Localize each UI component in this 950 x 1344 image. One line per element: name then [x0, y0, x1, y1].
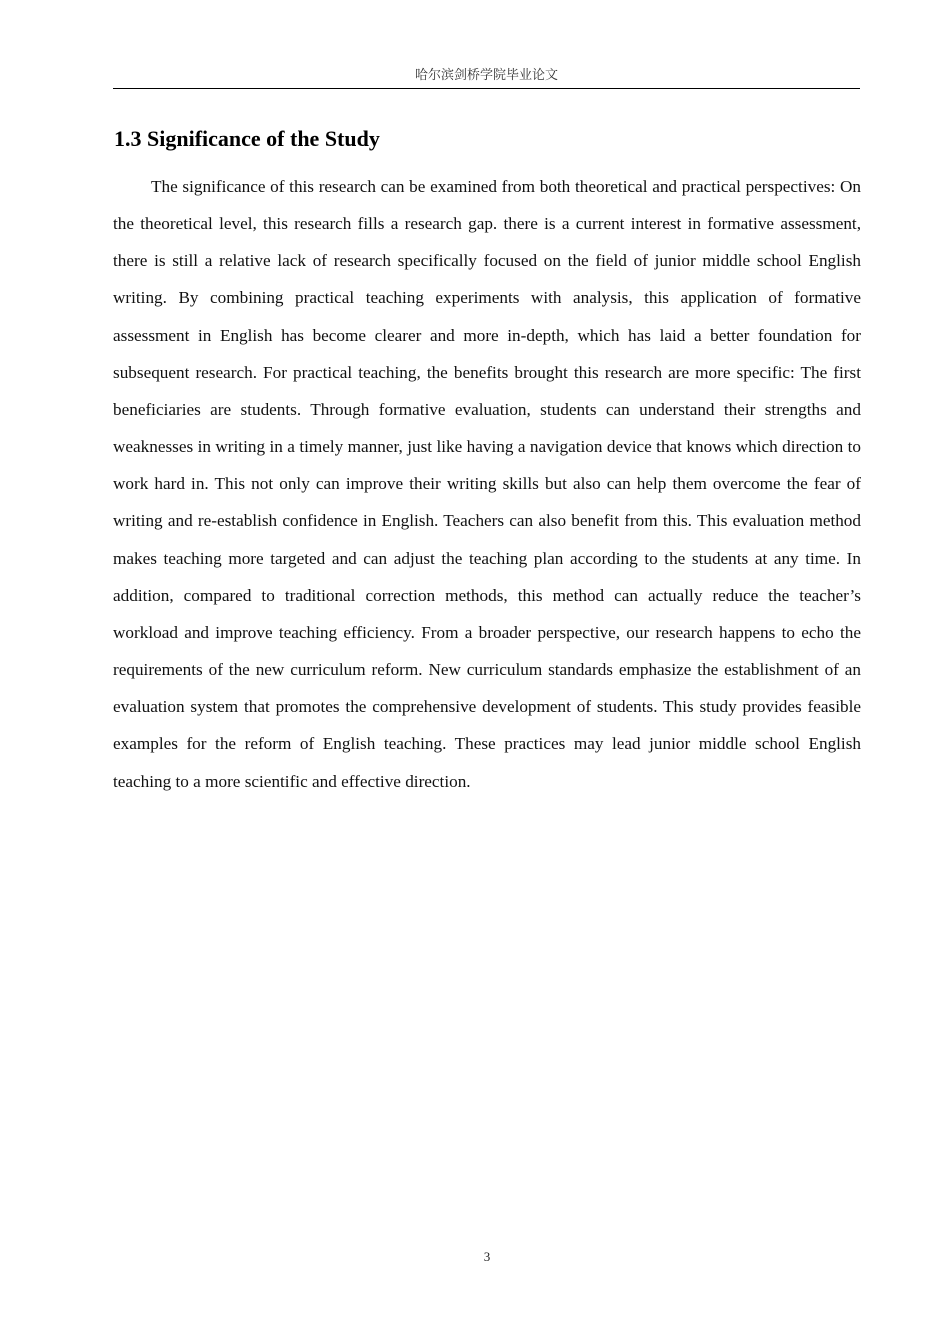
page-number: 3 — [483, 1249, 491, 1264]
body-paragraph: The significance of this research can be examined from both theoretical and practical perspectives: On the theoretical level, this research fills a research gap. there is a current interest in formative assessment, there is still a relative lack of research specifically focused on the field of junior middle school English writing. By combining practical teaching experiments with analysis, this application of formative assessment in English has become clearer and more in-depth, which has laid a better foundation for subsequent research. For practical teaching, the benefits brought this research are more specific: The first beneficiaries are students. Through formative evaluation, students can understand their strengths and weaknesses in writing in a timely manner, just like having a navigation device that knows which direction to work hard in. This not only can improve their writing skills but also can help them overcome the fear of writing and re-establish confidence in English. Teachers can also benefit from this. This evaluation method makes teaching more targeted and can adjust the teaching plan according to the students at any time. In addition, compared to traditional correction methods, this method can actually reduce the teacher’s workload and improve teaching efficiency. From a broader perspective, our research happens to echo the requirements of the new curriculum reform. New curriculum standards emphasize the establishment of an evaluation system that promotes the comprehensive development of students. This study provides feasible examples for the reform of English teaching. These practices may lead junior middle school English teaching to a more scientific and effective direction. — [113, 177, 861, 791]
page-header-title: 哈尔滨剑桥学院毕业论文 — [414, 68, 558, 83]
page-header — [113, 66, 860, 89]
section-heading: 1.3 Significance of the Study — [114, 126, 380, 151]
